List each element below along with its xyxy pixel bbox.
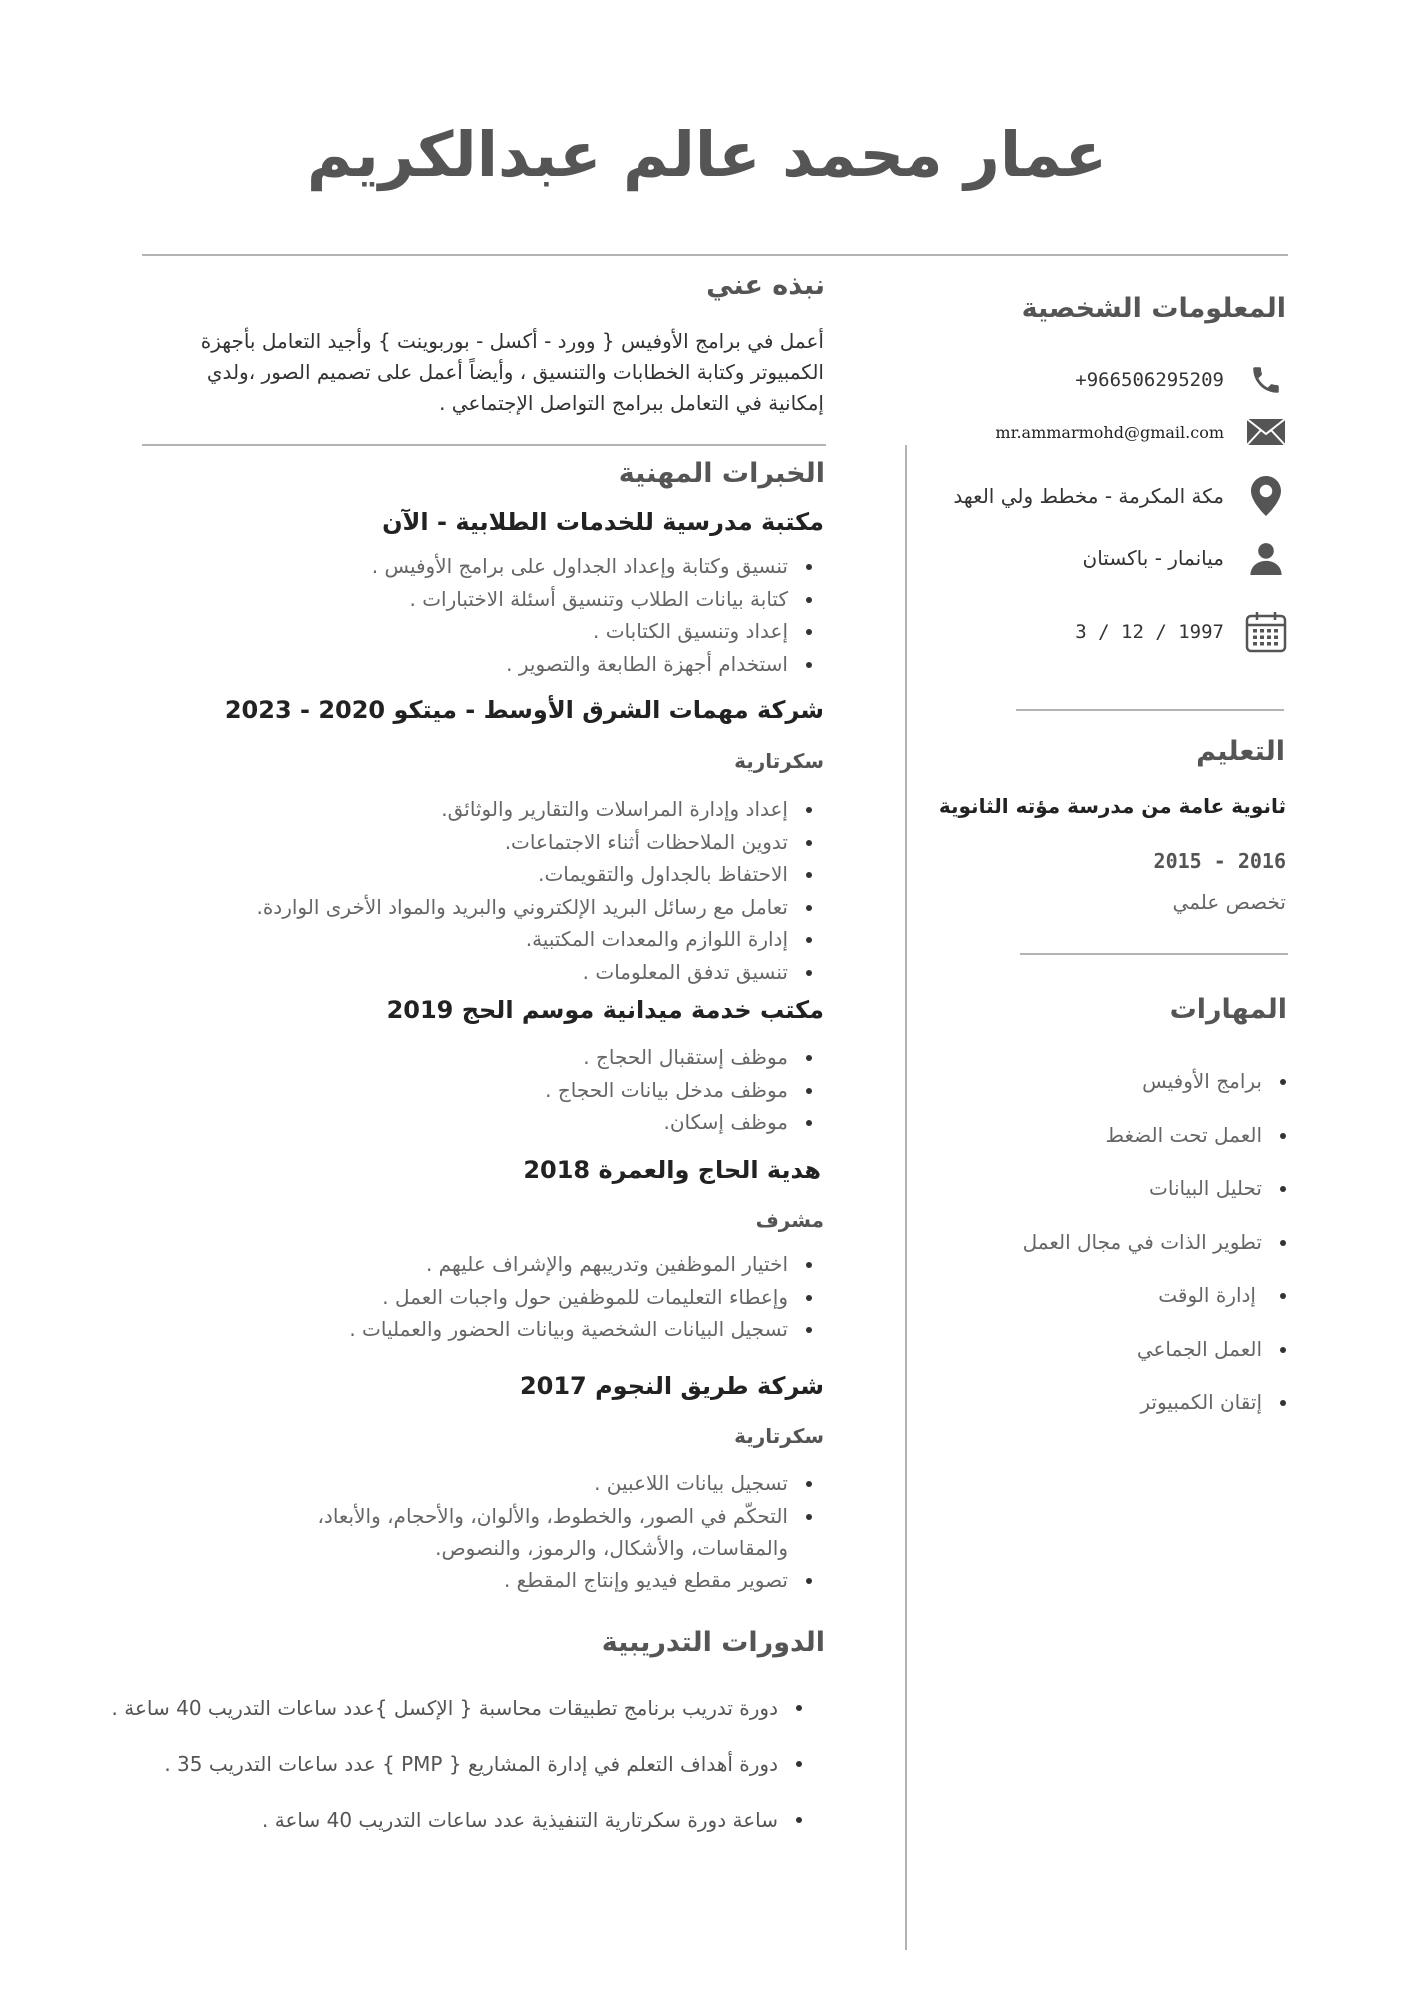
page-title: عمار محمد عالم عبدالكريم xyxy=(306,118,1108,191)
list-item: اختيار الموظفين وتدريبهم والإشراف عليهم . xyxy=(349,1248,824,1281)
courses-heading: الدورات التدريبية xyxy=(601,1627,825,1658)
person-icon xyxy=(1244,536,1288,580)
mail-icon xyxy=(1244,410,1288,454)
list-item: تطوير الذات في مجال العمل xyxy=(1023,1216,1298,1270)
list-item: تحليل البيانات xyxy=(1023,1162,1298,1216)
job-duties xyxy=(256,793,824,988)
personal-divider xyxy=(1016,709,1284,711)
phone-icon xyxy=(1244,358,1288,402)
list-item: الاحتفاظ بالجداول والتقويمات. xyxy=(256,858,824,891)
email-address: mr.ammarmohd@gmail.com xyxy=(995,422,1224,442)
about-text: أعمل في برامج الأوفيس { وورد - أكسل - بوربوينت } وأجيد التعامل بأجهزة الكمبيوتر وكتابة الخطابات والتنسيق ، وأيضاً أعمل على تصميم الصور ،ولدي إمكانية في التعامل ببرامج التواصل الإجتماعي . xyxy=(200,329,824,415)
about-divider xyxy=(142,444,826,446)
job-role: سكرتارية xyxy=(734,1424,824,1448)
list-item: تدوين الملاحظات أثناء الاجتماعات. xyxy=(256,826,824,859)
list-item: إدارة اللوازم والمعدات المكتبية. xyxy=(256,923,824,956)
job-duties xyxy=(545,1041,824,1139)
location-icon xyxy=(1244,474,1288,518)
birthdate-row xyxy=(768,610,1288,654)
about-heading: نبذه عني xyxy=(706,270,825,301)
job-title: هدية الحاج والعمرة 2018 xyxy=(523,1156,821,1184)
top-divider xyxy=(142,254,1288,256)
job-role: سكرتارية xyxy=(734,749,824,773)
list-item: تنسيق وكتابة وإعداد الجداول على برامج الأوفيس . xyxy=(372,550,824,583)
phone-number: +966506295209 xyxy=(1075,369,1224,391)
job-duties xyxy=(349,1248,824,1346)
list-item: تسجيل البيانات الشخصية وبيانات الحضور والعمليات . xyxy=(349,1313,824,1346)
nationality-row xyxy=(768,536,1288,580)
job-title: مكتبة مدرسية للخدمات الطلابية - الآن xyxy=(382,508,824,536)
list-item: العمل الجماعي xyxy=(1023,1323,1298,1377)
list-item: استخدام أجهزة الطابعة والتصوير . xyxy=(372,648,824,681)
job-title: شركة طريق النجوم 2017 xyxy=(519,1372,824,1400)
list-item: إتقان الكمبيوتر xyxy=(1023,1376,1298,1430)
list-item: كتابة بيانات الطلاب وتنسيق أسئلة الاختبارات . xyxy=(372,583,824,616)
personal-info-heading: المعلومات الشخصية xyxy=(1021,293,1286,324)
nationality: ميانمار - باكستان xyxy=(1082,546,1224,570)
education-heading: التعليم xyxy=(1196,736,1285,767)
list-item: ساعة دورة سكرتارية التنفيذية عدد ساعات التدريب 40 ساعة . xyxy=(112,1792,814,1848)
email-row xyxy=(728,410,1288,454)
address-row xyxy=(688,474,1288,518)
experience-heading: الخبرات المهنية xyxy=(618,458,825,489)
education-school: ثانوية عامة من مدرسة مؤته الثانوية xyxy=(938,794,1286,818)
list-item: تصوير مقطع فيديو وإنتاج المقطع . xyxy=(288,1564,824,1597)
list-item: دورة تدريب برنامج تطبيقات محاسبة { الإكسل }عدد ساعات التدريب 40 ساعة . xyxy=(112,1680,814,1736)
list-item: تنسيق تدفق المعلومات . xyxy=(256,956,824,989)
list-item: إعداد وإدارة المراسلات والتقارير والوثائق. xyxy=(256,793,824,826)
skills-heading: المهارات xyxy=(1169,994,1287,1025)
list-item: وإعطاء التعليمات للموظفين حول واجبات العمل . xyxy=(349,1281,824,1314)
column-divider xyxy=(905,445,907,1950)
list-item: العمل تحت الضغط xyxy=(1023,1109,1298,1163)
education-years: 2015 - 2016 xyxy=(1153,849,1286,873)
courses-list xyxy=(112,1680,814,1848)
education-divider xyxy=(1020,953,1288,955)
job-role: مشرف xyxy=(755,1208,824,1232)
list-item: موظف إستقبال الحجاج . xyxy=(545,1041,824,1074)
job-duties xyxy=(288,1467,824,1596)
list-item: موظف إسكان. xyxy=(545,1106,824,1139)
birthdate: 3 / 12 / 1997 xyxy=(1075,621,1224,643)
address: مكة المكرمة - مخطط ولي العهد xyxy=(953,484,1224,508)
education-specialization: تخصص علمي xyxy=(1172,890,1286,914)
list-item: التحكّم في الصور، والخطوط، والألوان، والأحجام، والأبعاد، والمقاسات، والأشكال، والرموز، والنصوص. xyxy=(288,1500,824,1564)
skills-list xyxy=(1023,1055,1298,1430)
list-item: دورة أهداف التعلم في إدارة المشاريع { PMP } عدد ساعات التدريب 35 . xyxy=(112,1736,814,1792)
calendar-icon xyxy=(1244,610,1288,654)
list-item: برامج الأوفيس xyxy=(1023,1055,1298,1109)
list-item: تسجيل بيانات اللاعبين . xyxy=(288,1467,824,1500)
list-item: تعامل مع رسائل البريد الإلكتروني والبريد والمواد الأخرى الواردة. xyxy=(256,891,824,924)
job-title: مكتب خدمة ميدانية موسم الحج 2019 xyxy=(386,996,824,1024)
list-item: إدارة الوقت xyxy=(1023,1269,1298,1323)
phone-row xyxy=(768,358,1288,402)
job-duties xyxy=(372,550,824,680)
list-item: موظف مدخل بيانات الحجاج . xyxy=(545,1074,824,1107)
job-title: شركة مهمات الشرق الأوسط - ميتكو 2020 - 2023 xyxy=(224,696,824,724)
list-item: إعداد وتنسيق الكتابات . xyxy=(372,615,824,648)
